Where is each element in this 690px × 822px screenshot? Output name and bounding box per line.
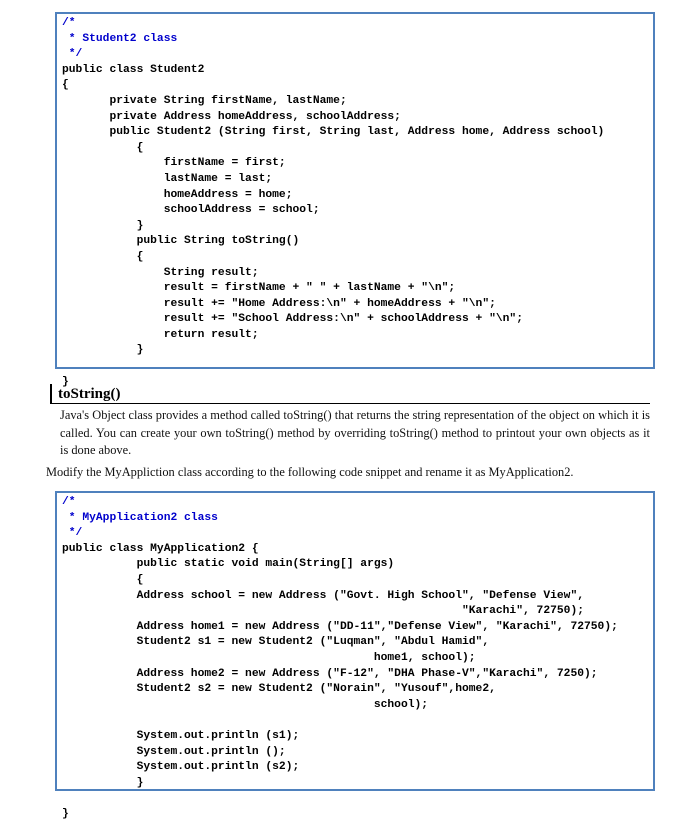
code-line [62, 359, 604, 375]
code-line: private Address homeAddress, schoolAddress; [62, 110, 401, 123]
code-line: */ [62, 48, 83, 61]
code-line: System.out.println (); [62, 745, 286, 758]
code-line: Address home2 = new Address ("F-12", "DHA Phase-V","Karachi", 7250); [62, 667, 598, 680]
section-heading: toString() [58, 386, 121, 402]
code-line: { [62, 573, 144, 586]
code-line: public Student2 (String first, String last, Address home, Address school) [62, 126, 605, 139]
section-paragraph: Java's Object class provides a method called toString() that returns the string representation of the object on which it is called. You can create your own toString() method by overriding toString() method to printout your own objects as it is done above. [60, 408, 650, 457]
instruction-text: Modify the MyAppliction class according to the following code snippet and rename it as MyApplication2. [46, 465, 574, 479]
code-line: public String toString() [62, 235, 300, 248]
code-line: home1, school); [62, 651, 476, 664]
code-line: return result; [62, 328, 259, 341]
code-line [62, 791, 618, 807]
code-line: } [62, 344, 144, 357]
code-line: /* [62, 496, 76, 508]
code-line: "Karachi", 72750); [62, 605, 585, 618]
code-line: result += "School Address:\n" + schoolAddress + "\n"; [62, 313, 523, 326]
code-line: private String firstName, lastName; [62, 94, 347, 107]
code-line: result = firstName + " " + lastName + "\n"; [62, 282, 456, 295]
heading-underline [50, 403, 650, 404]
code-line: } [62, 375, 69, 388]
code-line: } [62, 776, 144, 789]
code-line: Student2 s1 = new Student2 ("Luqman", "Abdul Hamid", [62, 636, 490, 649]
code-line: Student2 s2 = new Student2 ("Norain", "Yusouf",home2, [62, 683, 496, 696]
code-line: lastName = last; [62, 172, 273, 185]
code-line: public class Student2 [62, 63, 205, 76]
code-line: { [62, 141, 144, 154]
code-line: schoolAddress = school; [62, 204, 320, 217]
student2-code [62, 16, 604, 390]
code-line: result += "Home Address:\n" + homeAddress + "\n"; [62, 297, 496, 310]
myapplication2-code [62, 495, 618, 822]
code-line: * Student2 class [62, 32, 178, 45]
code-line: { [62, 79, 69, 92]
code-line: Address school = new Address ("Govt. High School", "Defense View", [62, 589, 585, 602]
code-line: firstName = first; [62, 157, 286, 170]
section-heading-wrap [50, 384, 121, 404]
code-line: } [62, 219, 144, 232]
code-line: String result; [62, 266, 259, 279]
code-line: { [62, 250, 144, 263]
code-line: } [62, 807, 69, 820]
code-line: public static void main(String[] args) [62, 558, 395, 571]
code-line: public class MyApplication2 { [62, 542, 259, 555]
code-line: Address home1 = new Address ("DD-11","Defense View", "Karachi", 72750); [62, 620, 618, 633]
code-line: */ [62, 527, 83, 540]
code-line: * MyApplication2 class [62, 511, 218, 524]
code-line: homeAddress = home; [62, 188, 293, 201]
code-line: System.out.println (s1); [62, 729, 300, 742]
code-line: System.out.println (s2); [62, 761, 300, 774]
code-line: school); [62, 698, 429, 711]
code-line [62, 713, 618, 729]
code-line: /* [62, 17, 76, 29]
student2-code-block [55, 12, 655, 388]
myapplication2-code-block [55, 491, 655, 820]
